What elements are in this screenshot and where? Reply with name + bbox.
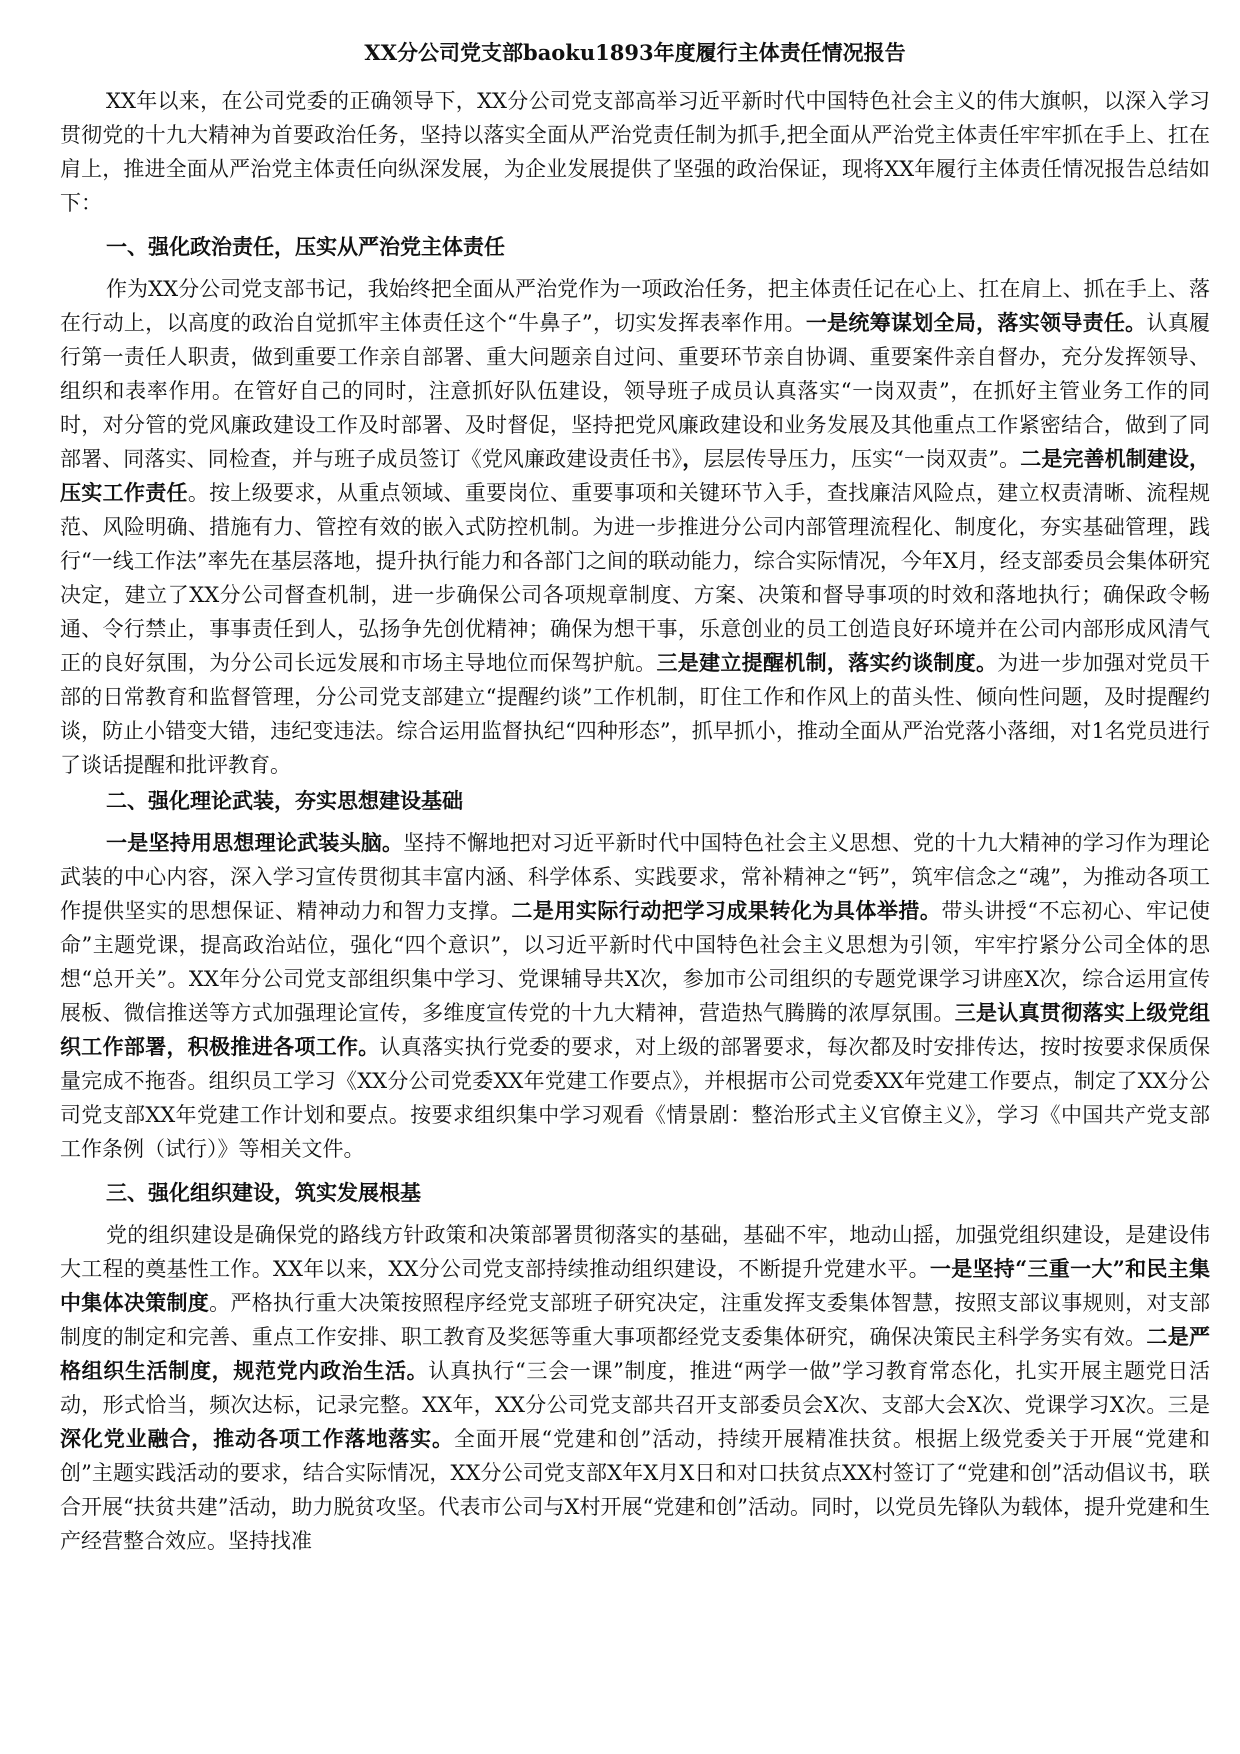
section-2-point-3-text: 认真落实执行党委的要求，对上级的部署要求，每次都及时安排传达，按时按要求保质保量完成不拖沓。组织员工学习《XX分公司党委XX年党建工作要点》，并根据市公司党委XX年党建工作要点，制定了XX分公司党支部XX年党建工作计划和要点。按要求组织集中学习观看《情景剧：整治形式主义官僚主义》，学习《中国共产党支部工作条例（试行）》等相关文件。 [60,1035,1210,1161]
section-1-point-3-heading: 三是建立提醒机制，落实约谈制度。 [656,650,998,675]
section-1-paragraph [60,272,1210,782]
section-2-point-2-heading: 二是用实际行动把学习成果转化为具体举措。 [511,898,942,923]
section-3-point-1-heading: 一是坚持“三重一大”和民主集中集体决策制度 [60,1256,1210,1315]
section-2-point-3-heading: 三是认真贯彻落实上级党组织工作部署，积极推进各项工作。 [60,1000,1211,1059]
section-3-intro-text: 党的组织建设是确保党的路线方针政策和决策部署贯彻落实的基础，基础不牢，地动山摇，加强党组织建设，是建设伟大工程的奠基性工作。XX年以来，XX分公司党支部持续推动组织建设，不断提升党建水平。 [60,1223,1210,1281]
section-1-point-2-text: 。按上级要求，从重点领域、重要岗位、重要事项和关键环节入手，查找廉洁风险点，建立权责清晰、流程规范、风险明确、措施有力、管控有效的嵌入式防控机制。为进一步推进分公司内部管理流程化、制度化，夯实基础管理，践行“一线工作法”率先在基层落地，提升执行能力和各部门之间的联动能力，综合实际情况，今年X月，经支部委员会集体研究决定，建立了XX分公司督查机制，进一步确保公司各项规章制度、方案、决策和督导事项的时效和落地执行；确保政令畅通、令行禁止，事事责任到人，弘扬争先创优精神；确保为想干事，乐意创业的员工创造良好环境并在公司内部形成风清气正的良好氛围，为分公司长远发展和市场主导地位而保驾护航。 [60,481,1210,675]
section-heading-1: 一、强化政治责任，压实从严治党主体责任 [106,234,505,259]
section-3-point-3-heading: 深化党业融合，推动各项工作落地落实。 [60,1426,454,1451]
section-3-point-1-text: 。严格执行重大决策按照程序经党支部班子研究决定，注重发挥支委集体智慧，按照支部议事规则，对支部制度的制定和完善、重点工作安排、职工教育及奖惩等重大事项都经党支委集体研究，确保决策民主科学务实有效。 [60,1291,1211,1349]
section-1-point-1-tail: 层层传导压力，压实“一岗双责”。 [703,447,1021,471]
section-2-paragraph [60,826,1210,1166]
section-3-point-3-text: 全面开展“党建和创”活动，持续开展精准扶贫。根据上级党委关于开展“党建和创”主题实践活动的要求，结合实际情况，XX分公司党支部X年X月X日和对口扶贫点XX村签订了“党建和创”活动倡议书，联合开展“扶贫共建”活动，助力脱贫攻坚。代表市公司与X村开展“党建和创”活动。同时，以党员先锋队为载体，提升党建和生产经营整合效应。坚持找准 [60,1427,1210,1553]
section-1-bold-comma: ， [682,446,704,471]
section-3-paragraph [60,1218,1210,1558]
section-1-intro-text: 作为XX分公司党支部书记，我始终把全面从严治党作为一项政治任务，把主体责任记在心上、扛在肩上、抓在手上、落在行动上，以高度的政治自觉抓牢主体责任这个“牛鼻子”，切实发挥表率作用。 [60,277,1210,335]
section-1-point-3-text: 为进一步加强对党员干部的日常教育和监督管理，分公司党支部建立“提醒约谈”工作机制，盯住工作和作风上的苗头性、倾向性问题，及时提醒约谈，防止小错变大错，违纪变违法。综合运用监督执纪“四种形态”，抓早抓小，推动全面从严治党落小落细，对1名党员进行了谈话提醒和批评教育。 [60,651,1211,777]
section-2-point-2-text: 带头讲授“不忘初心、牢记使命”主题党课，提高政治站位，强化“四个意识”，以习近平新时代中国特色社会主义思想为引领，牢牢拧紧分公司全体的思想“总开关”。XX年分公司党支部组织集中学习、党课辅导共X次，参加市公司组织的专题党课学习讲座X次，综合运用宣传展板、微信推送等方式加强理论宣传，多维度宣传党的十九大精神，营造热气腾腾的浓厚氛围。 [60,899,1210,1025]
section-2-point-1-text: 坚持不懈地把对习近平新时代中国特色社会主义思想、党的十九大精神的学习作为理论武装的中心内容，深入学习宣传贯彻其丰富内涵、科学体系、实践要求，常补精神之“钙”，筑牢信念之“魂”，为推动各项工作提供坚实的思想保证、精神动力和智力支撑。 [60,831,1210,923]
document-title: XX分公司党支部baoku1893年度履行主体责任情况报告 [364,40,906,65]
section-2-point-1-heading: 一是坚持用思想理论武装头脑。 [106,830,404,855]
section-3-point-2-heading: 二是严格组织生活制度，规范党内政治生活。 [60,1324,1211,1383]
section-heading-3: 三、强化组织建设，筑实发展根基 [106,1180,421,1205]
section-1-point-2-heading: 二是完善机制建设，压实工作责任 [60,446,1210,505]
section-heading-2: 二、强化理论武装，夯实思想建设基础 [106,788,463,813]
section-3-point-2-text: 认真执行“三会一课”制度，推进“两学一做”学习教育常态化，扎实开展主题党日活动，形式恰当，频次达标，记录完整。XX年，XX分公司党支部共召开支部委员会X次、支部大会X次、党课学习X次。三是 [60,1359,1210,1417]
section-1-point-1-text: 认真履行第一责任人职责，做到重要工作亲自部署、重大问题亲自过问、重要环节亲自协调、重要案件亲自督办，充分发挥领导、组织和表率作用。在管好自己的同时，注意抓好队伍建设，领导班子成员认真落实“一岗双责”，在抓好主管业务工作的同时，对分管的党风廉政建设工作及时部署、及时督促，坚持把党风廉政建设和业务发展及其他重点工作紧密结合，做到了同部署、同落实、同检查，并与班子成员签订《党风廉政建设责任书》 [60,311,1211,471]
intro-paragraph: XX年以来，在公司党委的正确领导下，XX分公司党支部高举习近平新时代中国特色社会主义的伟大旗帜，以深入学习贯彻党的十九大精神为首要政治任务，坚持以落实全面从严治党责任制为抓手,把全面从严治党主体责任牢牢抓在手上、扛在肩上，推进全面从严治党主体责任向纵深发展，为企业发展提供了坚强的政治保证，现将XX年履行主体责任情况报告总结如下： [60,89,1210,215]
section-1-point-1-heading: 一是统筹谋划全局，落实领导责任。 [805,310,1147,335]
